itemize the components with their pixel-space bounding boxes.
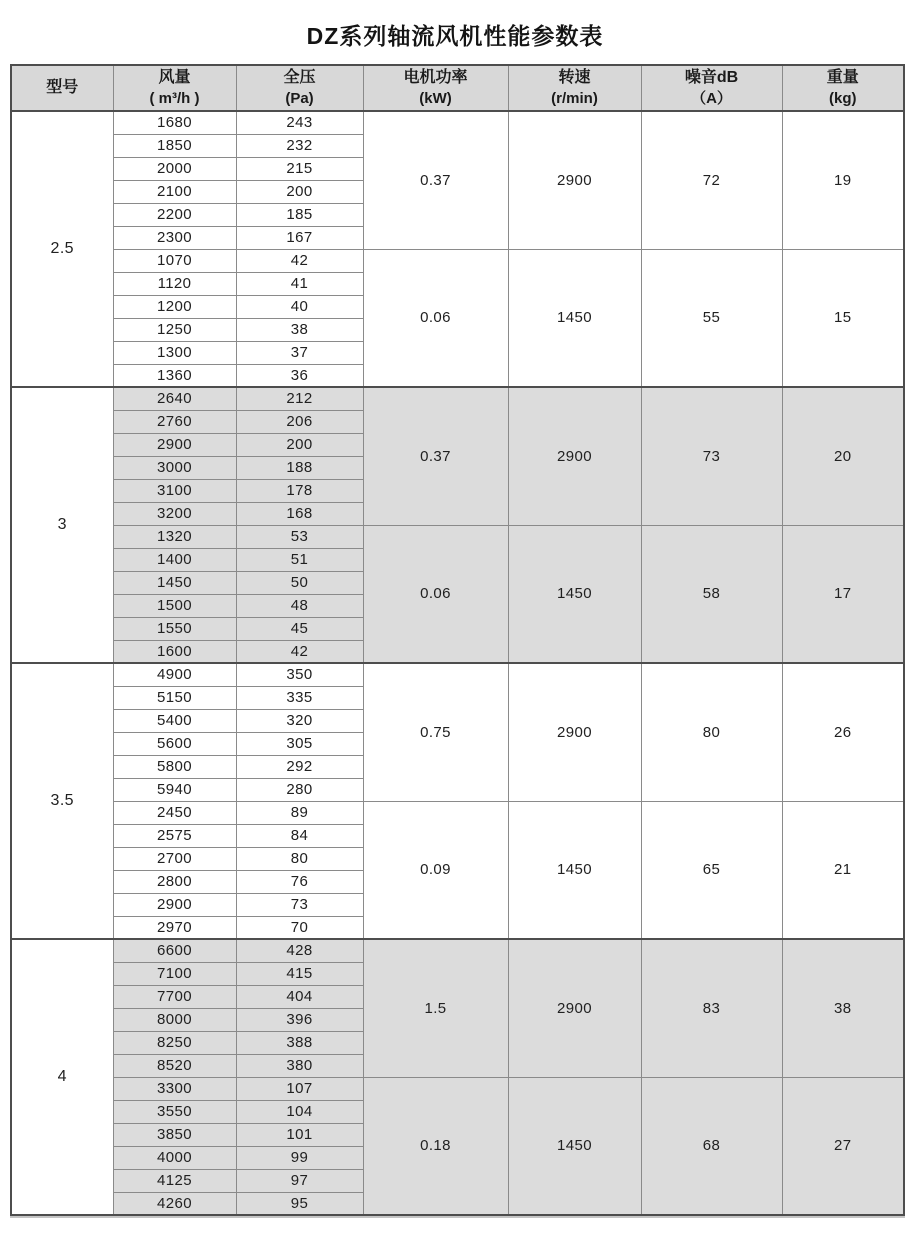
noise-cell: 68 <box>641 1077 782 1215</box>
speed-cell: 1450 <box>508 525 641 663</box>
spec-table-header <box>11 65 904 111</box>
pressure-cell: 350 <box>236 663 363 686</box>
header-noise <box>641 65 782 111</box>
pressure-cell: 215 <box>236 157 363 180</box>
header-speed <box>508 65 641 111</box>
pressure-cell: 38 <box>236 318 363 341</box>
power-cell: 0.06 <box>363 525 508 663</box>
header-unit: (kW) <box>419 89 452 107</box>
airflow-cell: 2900 <box>113 433 236 456</box>
model-cell: 4 <box>11 939 113 1215</box>
pressure-cell: 101 <box>236 1123 363 1146</box>
pressure-cell: 45 <box>236 617 363 640</box>
pressure-cell: 53 <box>236 525 363 548</box>
airflow-cell: 7100 <box>113 962 236 985</box>
weight-cell: 38 <box>782 939 904 1077</box>
header-label: 型号 <box>46 78 79 96</box>
table-row <box>11 939 904 962</box>
airflow-cell: 3850 <box>113 1123 236 1146</box>
table-row <box>11 1077 904 1100</box>
airflow-cell: 2100 <box>113 180 236 203</box>
airflow-cell: 2300 <box>113 226 236 249</box>
pressure-cell: 320 <box>236 709 363 732</box>
airflow-cell: 8000 <box>113 1008 236 1031</box>
airflow-cell: 2700 <box>113 847 236 870</box>
airflow-cell: 2970 <box>113 916 236 939</box>
pressure-cell: 396 <box>236 1008 363 1031</box>
pressure-cell: 168 <box>236 502 363 525</box>
airflow-cell: 2640 <box>113 387 236 410</box>
pressure-cell: 80 <box>236 847 363 870</box>
pressure-cell: 305 <box>236 732 363 755</box>
airflow-cell: 1600 <box>113 640 236 663</box>
airflow-cell: 3200 <box>113 502 236 525</box>
pressure-cell: 200 <box>236 180 363 203</box>
airflow-cell: 1320 <box>113 525 236 548</box>
airflow-cell: 2800 <box>113 870 236 893</box>
model-cell: 2.5 <box>11 111 113 387</box>
airflow-cell: 1850 <box>113 134 236 157</box>
header-label: 重量 <box>826 68 859 86</box>
noise-cell: 65 <box>641 801 782 939</box>
table-row <box>11 249 904 272</box>
spec-table-body <box>11 111 904 1215</box>
noise-cell: 55 <box>641 249 782 387</box>
airflow-cell: 1200 <box>113 295 236 318</box>
pressure-cell: 40 <box>236 295 363 318</box>
airflow-cell: 4260 <box>113 1192 236 1215</box>
weight-cell: 19 <box>782 111 904 249</box>
pressure-cell: 232 <box>236 134 363 157</box>
table-row <box>11 387 904 410</box>
pressure-cell: 89 <box>236 801 363 824</box>
pressure-cell: 185 <box>236 203 363 226</box>
header-pressure <box>236 65 363 111</box>
pressure-cell: 415 <box>236 962 363 985</box>
noise-cell: 73 <box>641 387 782 525</box>
airflow-cell: 1680 <box>113 111 236 134</box>
airflow-cell: 4125 <box>113 1169 236 1192</box>
power-cell: 0.75 <box>363 663 508 801</box>
page-title: DZ系列轴流风机性能参数表 <box>306 23 604 49</box>
airflow-cell: 1120 <box>113 272 236 295</box>
header-weight <box>782 65 904 111</box>
power-cell: 0.37 <box>363 111 508 249</box>
weight-cell: 15 <box>782 249 904 387</box>
pressure-cell: 243 <box>236 111 363 134</box>
airflow-cell: 7700 <box>113 985 236 1008</box>
noise-cell: 58 <box>641 525 782 663</box>
airflow-cell: 1450 <box>113 571 236 594</box>
pressure-cell: 97 <box>236 1169 363 1192</box>
noise-cell: 83 <box>641 939 782 1077</box>
power-cell: 0.06 <box>363 249 508 387</box>
pressure-cell: 36 <box>236 364 363 387</box>
pressure-cell: 200 <box>236 433 363 456</box>
pressure-cell: 107 <box>236 1077 363 1100</box>
pressure-cell: 41 <box>236 272 363 295</box>
power-cell: 0.09 <box>363 801 508 939</box>
pressure-cell: 212 <box>236 387 363 410</box>
airflow-cell: 3100 <box>113 479 236 502</box>
power-cell: 1.5 <box>363 939 508 1077</box>
airflow-cell: 3300 <box>113 1077 236 1100</box>
airflow-cell: 1550 <box>113 617 236 640</box>
pressure-cell: 42 <box>236 249 363 272</box>
header-airflow <box>113 65 236 111</box>
weight-cell: 17 <box>782 525 904 663</box>
pressure-cell: 167 <box>236 226 363 249</box>
airflow-cell: 1070 <box>113 249 236 272</box>
speed-cell: 1450 <box>508 1077 641 1215</box>
header-unit: (r/min) <box>551 89 598 107</box>
pressure-cell: 76 <box>236 870 363 893</box>
airflow-cell: 5940 <box>113 778 236 801</box>
airflow-cell: 4000 <box>113 1146 236 1169</box>
airflow-cell: 3000 <box>113 456 236 479</box>
noise-cell: 72 <box>641 111 782 249</box>
header-power <box>363 65 508 111</box>
header-label: 全压 <box>283 68 316 86</box>
pressure-cell: 206 <box>236 410 363 433</box>
weight-cell: 27 <box>782 1077 904 1215</box>
pressure-cell: 292 <box>236 755 363 778</box>
header-unit: ( m³/h ) <box>149 89 200 107</box>
pressure-cell: 428 <box>236 939 363 962</box>
model-cell: 3 <box>11 387 113 663</box>
header-label: 转速 <box>558 68 591 86</box>
airflow-cell: 2200 <box>113 203 236 226</box>
table-row <box>11 801 904 824</box>
pressure-cell: 388 <box>236 1031 363 1054</box>
header-label: 风量 <box>158 68 191 86</box>
airflow-cell: 2575 <box>113 824 236 847</box>
airflow-cell: 3550 <box>113 1100 236 1123</box>
airflow-cell: 2900 <box>113 893 236 916</box>
airflow-cell: 8520 <box>113 1054 236 1077</box>
speed-cell: 2900 <box>508 939 641 1077</box>
pressure-cell: 280 <box>236 778 363 801</box>
weight-cell: 21 <box>782 801 904 939</box>
pressure-cell: 95 <box>236 1192 363 1215</box>
pressure-cell: 37 <box>236 341 363 364</box>
table-row <box>11 525 904 548</box>
pressure-cell: 73 <box>236 893 363 916</box>
pressure-cell: 178 <box>236 479 363 502</box>
pressure-cell: 51 <box>236 548 363 571</box>
airflow-cell: 5600 <box>113 732 236 755</box>
pressure-cell: 104 <box>236 1100 363 1123</box>
model-cell: 3.5 <box>11 663 113 939</box>
noise-cell: 80 <box>641 663 782 801</box>
airflow-cell: 5150 <box>113 686 236 709</box>
power-cell: 0.18 <box>363 1077 508 1215</box>
airflow-cell: 2450 <box>113 801 236 824</box>
airflow-cell: 1360 <box>113 364 236 387</box>
header-unit: (kg) <box>829 89 857 107</box>
airflow-cell: 2000 <box>113 157 236 180</box>
speed-cell: 1450 <box>508 801 641 939</box>
airflow-cell: 1500 <box>113 594 236 617</box>
header-unit: （A） <box>691 89 732 107</box>
airflow-cell: 4900 <box>113 663 236 686</box>
speed-cell: 2900 <box>508 663 641 801</box>
pressure-cell: 48 <box>236 594 363 617</box>
speed-cell: 1450 <box>508 249 641 387</box>
pressure-cell: 84 <box>236 824 363 847</box>
pressure-cell: 404 <box>236 985 363 1008</box>
pressure-cell: 99 <box>236 1146 363 1169</box>
airflow-cell: 1300 <box>113 341 236 364</box>
airflow-cell: 2760 <box>113 410 236 433</box>
spec-table <box>10 64 905 1216</box>
airflow-cell: 8250 <box>113 1031 236 1054</box>
header-label: 电机功率 <box>403 68 468 86</box>
speed-cell: 2900 <box>508 387 641 525</box>
header-unit: (Pa) <box>285 89 314 107</box>
airflow-cell: 5400 <box>113 709 236 732</box>
pressure-cell: 70 <box>236 916 363 939</box>
airflow-cell: 6600 <box>113 939 236 962</box>
pressure-cell: 380 <box>236 1054 363 1077</box>
pressure-cell: 50 <box>236 571 363 594</box>
pressure-cell: 188 <box>236 456 363 479</box>
header-label: 噪音dB <box>684 68 739 86</box>
airflow-cell: 1250 <box>113 318 236 341</box>
speed-cell: 2900 <box>508 111 641 249</box>
pressure-cell: 42 <box>236 640 363 663</box>
weight-cell: 26 <box>782 663 904 801</box>
pressure-cell: 335 <box>236 686 363 709</box>
header-row <box>11 65 904 111</box>
table-row <box>11 663 904 686</box>
header-model <box>11 65 113 111</box>
power-cell: 0.37 <box>363 387 508 525</box>
airflow-cell: 1400 <box>113 548 236 571</box>
table-row <box>11 111 904 134</box>
airflow-cell: 5800 <box>113 755 236 778</box>
weight-cell: 20 <box>782 387 904 525</box>
